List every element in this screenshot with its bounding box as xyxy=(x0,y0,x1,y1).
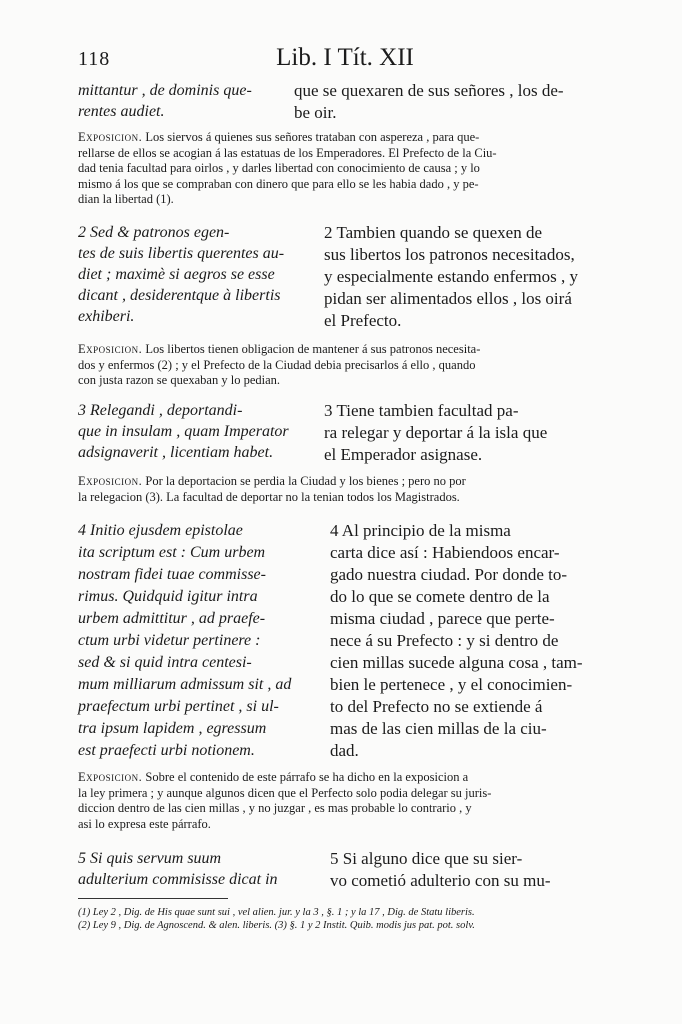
spanish-line: que se quexaren de sus señores , los de- xyxy=(294,81,564,100)
latin-line: 4 Initio ejusdem epistolae xyxy=(78,522,243,539)
latin-line: 2 Sed & patronos egen- xyxy=(78,224,230,241)
spanish-line: 5 Si alguno dice que su sier- xyxy=(330,849,523,868)
latin-text-3 xyxy=(78,400,310,463)
exposition-line: con justa razon se quexaban y lo pedian. xyxy=(78,373,281,387)
spanish-line: cien millas sucede alguna cosa , tam- xyxy=(330,653,583,672)
exposition-line: la ley primera ; y aunque algunos dicen que el Perfecto solo podia delegar su juris- xyxy=(78,785,492,800)
exposition-4 xyxy=(78,770,612,832)
exposition-label: Exposicion. xyxy=(78,130,143,144)
footnote-rule xyxy=(78,898,228,899)
exposition-line: mismo á los que se compraban con dinero que para ello se les habia dado , y pe- xyxy=(78,176,479,191)
exposition-line: diccion dentro de las cien millas , y no juzgar , es mas probable lo contrario , y xyxy=(78,801,472,815)
latin-line: rimus. Quidquid igitur intra xyxy=(78,588,258,605)
spanish-line: dad. xyxy=(330,741,359,760)
exposition-line: dad tenia facultad para oirlos , y darles libertad con conocimiento de causa ; y lo xyxy=(78,161,480,175)
spanish-line: ra relegar y deportar á la isla que xyxy=(324,423,548,442)
exposition-label: Exposicion. xyxy=(78,474,143,488)
spanish-text-5 xyxy=(330,848,612,892)
latin-line: adulterium commisisse dicat in xyxy=(78,871,278,888)
spanish-line: el Emperador asignase. xyxy=(324,445,483,464)
spanish-line: sus libertos los patronos necesitados, xyxy=(324,245,575,264)
page-number: 118 xyxy=(78,48,111,70)
exposition-line: asi lo expresa este párrafo. xyxy=(78,816,211,831)
latin-line: nostram fidei tuae commisse- xyxy=(78,566,266,583)
spanish-text-2 xyxy=(324,222,612,332)
spanish-line: bien le pertenece , y el conocimien- xyxy=(330,675,573,694)
footnote: (2) Ley 9 , Dig. de Agnoscend. & alen. liberis. (3) §. 1 y 2 Instit. Quib. modis jus pat. pot. solv. xyxy=(78,920,475,931)
spanish-line: to del Prefecto no se extiende á xyxy=(330,697,543,716)
spanish-line: do lo que se comete dentro de la xyxy=(330,587,550,606)
latin-line: mum milliarum admissum sit , ad xyxy=(78,676,292,693)
exposition-line: Por la deportacion se perdia la Ciudad y los bienes ; pero no por xyxy=(145,474,466,488)
exposition-line: dos y enfermos (2) ; y el Prefecto de la Ciudad debia precisarlos á ello , quando xyxy=(78,357,476,372)
exposition-line: Sobre el contenido de este párrafo se ha dicho en la exposicion a xyxy=(145,770,469,784)
latin-line: dicant , desiderentque à libertis xyxy=(78,287,281,304)
latin-line: urbem admittitur , ad praefe- xyxy=(78,610,266,627)
exposition-1 xyxy=(78,130,612,208)
spanish-line: 3 Tiene tambien facultad pa- xyxy=(324,401,519,420)
latin-text-1 xyxy=(78,80,288,122)
exposition-line: Los siervos á quienes sus señores trataban con aspereza , para que- xyxy=(145,130,480,144)
latin-line: adsignaverit , licentiam habet. xyxy=(78,444,274,461)
running-title: Lib. I Tít. XII xyxy=(276,44,414,71)
latin-line: exhiberi. xyxy=(78,308,135,325)
footnotes xyxy=(78,906,612,932)
spanish-line: el Prefecto. xyxy=(324,311,402,330)
spanish-line: gado nuestra ciudad. Por donde to- xyxy=(330,565,567,584)
spanish-line: mas de las cien millas de la ciu- xyxy=(330,719,547,738)
exposition-line: rellarse de ellos se acogian á las estatuas de los Emperadores. El Prefecto de la Ciu- xyxy=(78,145,497,160)
exposition-line: Los libertos tienen obligacion de mantener á sus patronos necesita- xyxy=(145,342,481,356)
spanish-line: vo cometió adulterio con su mu- xyxy=(330,871,551,890)
exposition-2 xyxy=(78,342,612,389)
exposition-label: Exposicion. xyxy=(78,342,143,356)
spanish-line: be oir. xyxy=(294,103,337,122)
latin-line: tra ipsum lapidem , egressum xyxy=(78,720,267,737)
spanish-line: 2 Tambien quando se quexen de xyxy=(324,223,543,242)
spanish-text-1 xyxy=(294,80,612,124)
footnote: (1) Ley 2 , Dig. de His quae sunt sui , vel alien. jur. y la 3 , §. 1 ; y la 17 , Dig. de Statu liberis. xyxy=(78,907,475,918)
latin-line: est praefecti urbi notionem. xyxy=(78,742,255,759)
spanish-line: y especialmente estando enfermos , y xyxy=(324,267,578,286)
latin-text-5 xyxy=(78,848,318,890)
latin-line: ita scriptum est : Cum urbem xyxy=(78,544,266,561)
spanish-line: nece á su Prefecto : y si dentro de xyxy=(330,631,559,650)
spanish-text-4 xyxy=(330,520,612,762)
spanish-text-3 xyxy=(324,400,612,466)
latin-text-2 xyxy=(78,222,310,327)
spanish-line: pidan ser alimentados ellos , los oirá xyxy=(324,289,572,308)
exposition-line: dian la libertad (1). xyxy=(78,192,174,206)
latin-text-4 xyxy=(78,520,318,762)
latin-line: sed & si quid intra centesi- xyxy=(78,654,252,671)
latin-line: mittantur , de dominis que- xyxy=(78,82,252,99)
spanish-line: misma ciudad , parece que perte- xyxy=(330,609,555,628)
exposition-3 xyxy=(78,474,612,505)
latin-line: diet ; maximè si aegros se esse xyxy=(78,266,275,283)
spanish-line: carta dice así : Habiendoos encar- xyxy=(330,543,560,562)
exposition-label: Exposicion. xyxy=(78,770,143,784)
latin-line: 5 Si quis servum suum xyxy=(78,850,222,867)
latin-line: que in insulam , quam Imperator xyxy=(78,423,289,440)
exposition-line: la relegacion (3). La facultad de deportar no la tenian todos los Magistrados. xyxy=(78,489,460,504)
latin-line: rentes audiet. xyxy=(78,103,165,120)
spanish-line: 4 Al principio de la misma xyxy=(330,521,511,540)
latin-line: tes de suis libertis querentes au- xyxy=(78,245,285,262)
page-header xyxy=(78,44,612,78)
latin-line: ctum urbi videtur pertinere : xyxy=(78,632,261,649)
latin-line: praefectum urbi pertinet , si ul- xyxy=(78,698,279,715)
latin-line: 3 Relegandi , deportandi- xyxy=(78,402,243,419)
